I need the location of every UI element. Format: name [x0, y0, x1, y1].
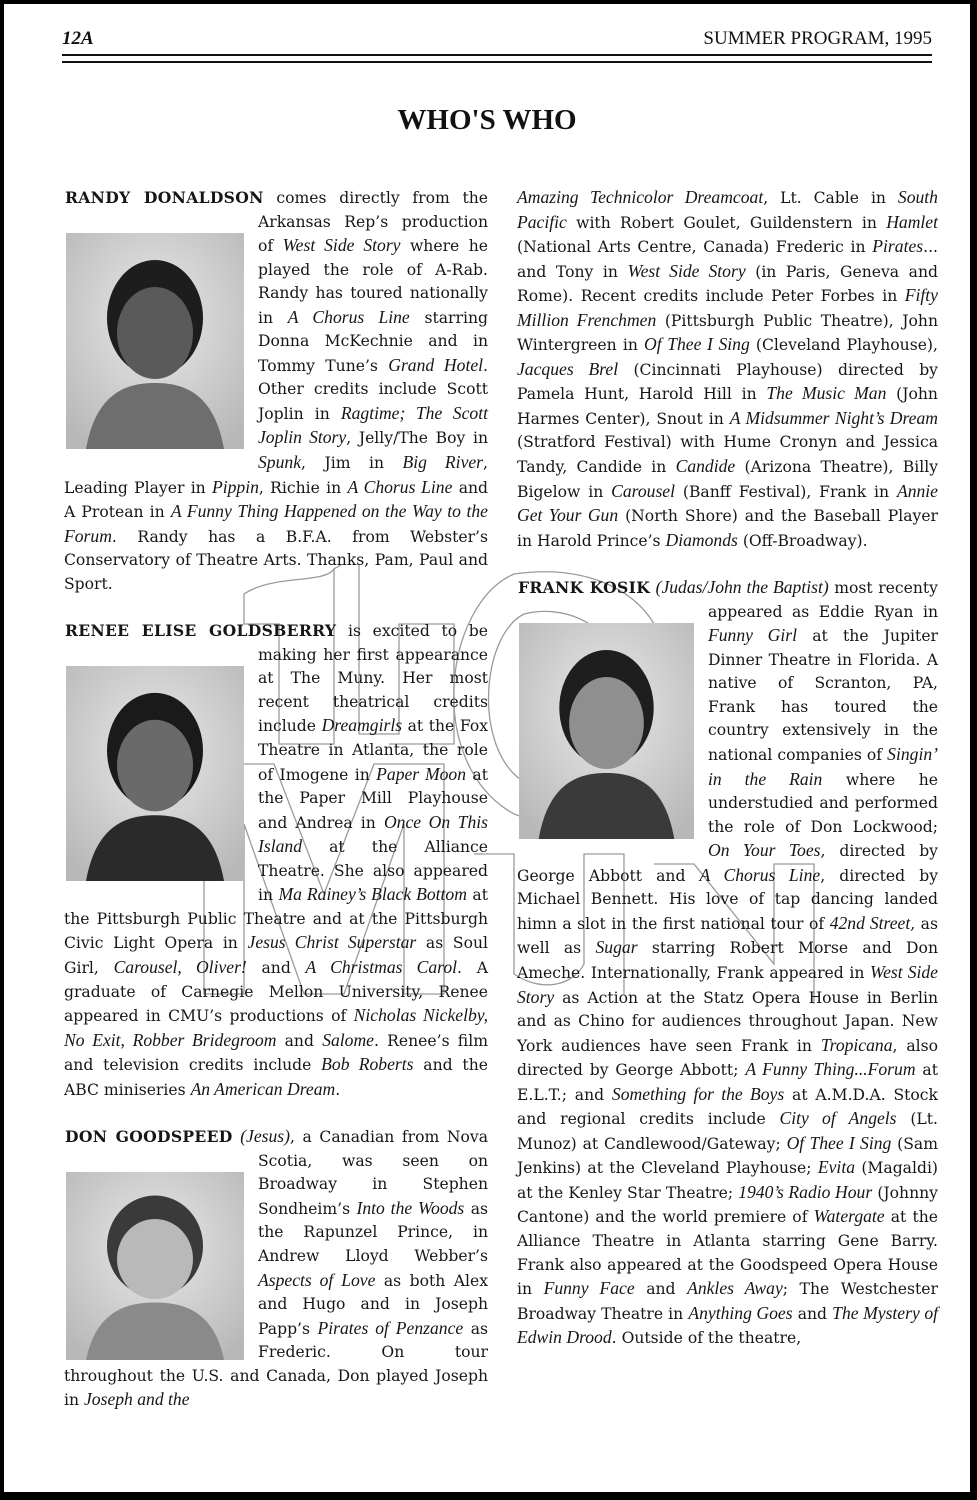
bio-text: as both Alex and Hugo and in Joseph Papp’s: [258, 1271, 488, 1338]
italic-title: Anything Goes: [688, 1302, 793, 1323]
italic-title: Carousel: [611, 480, 676, 501]
bio-text: as the Rapunzel Prince, in Andrew Lloyd Webber’s: [258, 1199, 488, 1265]
italic-title: (Jesus): [240, 1126, 291, 1147]
bio-text: , also directed by George Abbott;: [517, 1036, 938, 1080]
bio-renee-elise-goldsberry: [64, 619, 488, 1102]
italic-title: Annie Get Your Gun: [517, 480, 938, 526]
bio-text: and: [246, 958, 306, 977]
bio-text: starring Robert Morse and Don Ameche. Internationally, Frank appeared in: [517, 939, 938, 982]
italic-title: Evita: [817, 1157, 856, 1178]
bio-text: , Jelly/The Boy in: [346, 429, 488, 448]
bio-text: at the Jupiter Dinner Theatre in Florida. A native of Scranton, PA, Frank has toured the country extensively in the national companies of: [708, 627, 938, 765]
bio-text: . Renee’s film and television credits include: [64, 1031, 488, 1075]
bio-text: (Stratford Festival) with Hume Cronyn and Jessica Tandy, Candide in: [517, 433, 938, 477]
bio-text: . Outside of the theatre,: [611, 1329, 802, 1348]
italic-title: Fifty Million Frenchmen: [517, 285, 938, 330]
italic-title: Candide: [675, 456, 736, 477]
italic-title: Carousel, Oliver!: [113, 956, 247, 977]
bio-text: as Frederic. On tour throughout the U.S. and Canada, Don played Joseph in: [64, 1319, 489, 1410]
bio-text: at the Paper Mill Playhouse and Andrea in: [258, 765, 488, 832]
bio-text: (National Arts Centre, Canada) Frederic in: [517, 238, 873, 257]
left-column: [64, 186, 488, 1436]
bio-text: (Johnny Cantone) and the world premiere of: [517, 1183, 938, 1227]
bio-don-goodspeed: [64, 1125, 488, 1413]
header-rule-top: [62, 54, 932, 56]
program-page: [4, 4, 970, 1492]
bio-don-goodspeed-continued: [517, 186, 938, 553]
bio-text: . Randy has a B.F.A. from Webster’s Conservatory of Theatre Arts. Thanks, Pam, Paul and Sport.: [64, 527, 488, 593]
italic-title: Salome: [322, 1029, 374, 1050]
italic-title: Funny Face: [543, 1278, 635, 1299]
bio-text: , Jim in: [301, 454, 403, 473]
bio-text: . Other credits include Scott Joplin in: [258, 356, 488, 423]
headshot-don-goodspeed: [66, 1172, 244, 1360]
italic-title: A Midsummer Night’s Dream: [729, 407, 938, 428]
italic-title: Tropicana: [820, 1034, 893, 1055]
bio-text: (Arizona Theatre), Billy Bigelow in: [517, 458, 939, 501]
bio-text: (Magaldi) at the Kenley Star Theatre;: [517, 1159, 939, 1202]
italic-title: Something for the Boys: [611, 1083, 785, 1104]
italic-title: Ankles Away: [687, 1278, 783, 1299]
italic-title: An American Dream: [190, 1078, 336, 1099]
header-rule-bottom: [62, 61, 932, 63]
bio-text: as Soul Girl,: [64, 934, 488, 977]
bio-text: most recenty appeared as Eddie Ryan in: [708, 579, 938, 621]
italic-title: Jacques Brel: [517, 358, 619, 379]
italic-title: Big River: [402, 452, 484, 473]
italic-title: On Your Toes: [708, 840, 821, 861]
italic-title: A Chorus Line: [287, 306, 410, 327]
bio-text: comes directly from the Arkansas Rep’s production of: [258, 189, 488, 256]
bio-text: as Action at the Statz Opera House in Berlin and as Chino for audiences throughout Japan. New York audiences have seen Frank in: [517, 988, 938, 1055]
bio-text: and the ABC miniseries: [64, 1056, 488, 1099]
bio-text: where he played the role of A-Rab. Randy has toured nationally in: [258, 237, 488, 327]
italic-title: Ragtime; The Scott Joplin Story: [258, 402, 488, 448]
italic-title: Pirates of Penzance: [317, 1317, 464, 1338]
bio-text: , a Canadian from Nova Scotia, was seen on Broadway in Stephen Sondheim’s: [258, 1128, 488, 1218]
bio-text: , Leading Player in: [64, 454, 488, 497]
bio-text: at the Alliance Theatre in Atlanta starring Gene Barry. Frank also appeared at the Goodspeed Opera House in: [517, 1208, 938, 1299]
bio-name: FRANK KOSIK: [518, 578, 651, 598]
bio-text: with Robert Goulet, Guildenstern in: [566, 213, 887, 232]
bio-text: ; The Westchester Broadway Theatre in: [517, 1280, 938, 1323]
bio-text: . A graduate of Carnegie Mellon University, Renee appeared in CMU’s productions of: [64, 958, 488, 1026]
bio-text: , directed by George Abbott and: [517, 842, 938, 885]
italic-title: Dreamgirls: [321, 715, 403, 736]
italic-title: Aspects of Love: [258, 1269, 376, 1290]
bio-text: , as well as: [517, 914, 938, 958]
italic-title: Bob Roberts: [321, 1054, 414, 1075]
italic-title: (Judas/John the Baptist): [655, 577, 829, 598]
bio-randy-donaldson: [64, 186, 488, 596]
italic-title: Paper Moon: [376, 763, 467, 784]
bio-text: (North Shore) and the Baseball Player in Harold Prince’s: [517, 507, 939, 550]
italic-title: Pippin: [212, 476, 259, 497]
italic-title: Of Thee I Sing: [644, 334, 750, 355]
italic-title: The Music Man: [766, 383, 887, 404]
bio-text: (Off-Broadway).: [737, 531, 868, 550]
italic-title: Ma Rainey’s Black Bottom: [278, 884, 467, 905]
italic-title: Of Thee I Sing: [786, 1132, 892, 1153]
italic-title: Once On This Island: [258, 811, 488, 857]
italic-title: A Funny Thing...Forum: [745, 1059, 916, 1080]
bio-text: (John Harmes Center), Snout in: [517, 385, 938, 428]
italic-title: City of Angels: [779, 1108, 897, 1129]
bio-text: and: [276, 1031, 323, 1050]
italic-title: Spunk: [258, 452, 301, 473]
bio-text: (Lt. Munoz) at Candlewood/Gateway;: [517, 1110, 938, 1153]
italic-title: Amazing Technicolor Dreamcoat: [517, 187, 764, 207]
italic-title: A Chorus Line: [699, 864, 821, 885]
bio-text: and: [634, 1280, 688, 1299]
italic-title: Hamlet: [886, 211, 938, 232]
headshot-frank-kosik: [519, 623, 694, 839]
italic-title: Funny Girl: [708, 625, 797, 646]
bio-text: (in Paris, Geneva and Rome). Recent credits include Peter Forbes in: [517, 262, 938, 306]
italic-title: Diamonds: [665, 529, 738, 550]
bio-text: , Lt. Cable in: [763, 189, 898, 207]
headshot-randy-donaldson: [66, 233, 244, 449]
bio-text: and A Protean in: [64, 478, 489, 522]
bio-text: (Cleveland Playhouse),: [749, 336, 938, 355]
publication-title: SUMMER PROGRAM, 1995: [703, 28, 932, 49]
bio-text: .: [335, 1080, 341, 1099]
italic-title: Into the Woods: [356, 1197, 465, 1218]
bio-text: at the Fox Theatre in Atlanta, the role of Imogene in: [258, 717, 488, 784]
italic-title: Singin’ in the Rain: [708, 744, 938, 789]
italic-title: A Christmas Carol: [305, 956, 458, 977]
italic-title: Jesus Christ Superstar: [247, 932, 417, 953]
italic-title: Grand Hotel: [388, 354, 484, 375]
italic-title: Sugar: [595, 937, 638, 958]
bio-text: starring Donna McKechnie and in Tommy Tune’s: [258, 308, 488, 375]
bio-text: at the Pittsburgh Public Theatre and at the Pittsburgh Civic Light Opera in: [64, 886, 488, 953]
page-title: WHO'S WHO: [397, 104, 577, 136]
bio-name: RANDY DONALDSON: [65, 188, 264, 207]
bio-frank-kosik: [517, 576, 938, 1351]
bio-text: , Richie in: [258, 478, 348, 497]
bio-text: where he understudied and performed the role of Don Lockwood;: [708, 770, 938, 836]
italic-title: The Mystery of Edwin Drood: [517, 1302, 939, 1348]
right-column: [517, 186, 938, 1374]
italic-title: 42nd Street: [829, 912, 911, 933]
italic-title: West Side Story: [517, 961, 938, 1007]
bio-text: ... and Tony in: [517, 238, 938, 281]
italic-title: West Side Story: [282, 235, 401, 256]
italic-title: South Pacific: [517, 187, 938, 232]
bio-text: , directed by Michael Bennett. His love of tap dancing landed himn a slot in the first national tour of: [517, 866, 939, 933]
bio-name: DON GOODSPEED: [65, 1127, 233, 1147]
page-number: 12A: [62, 28, 94, 49]
bio-text: at A.M.D.A. Stock and regional credits include: [517, 1085, 938, 1129]
headshot-renee-elise-goldsberry: [66, 666, 244, 881]
italic-title: Nicholas Nickelby, No Exit, Robber Bridegroom: [64, 1005, 488, 1050]
bio-text: (Sam Jenkins) at the Cleveland Playhouse;: [517, 1134, 938, 1178]
bio-text: (Pittsburgh Public Theatre), John Wintergreen in: [517, 311, 938, 355]
italic-title: Joseph and the: [84, 1389, 190, 1410]
bio-text: (Banff Festival), Frank in: [675, 482, 897, 501]
italic-title: Watergate: [813, 1206, 885, 1227]
italic-title: A Funny Thing Happened on the Way to the Forum: [64, 501, 488, 546]
bio-text: and: [792, 1304, 833, 1323]
bio-text: at the Alliance Theatre. She also appeared in: [258, 838, 488, 905]
italic-title: Pirates: [872, 236, 924, 257]
bio-name: RENEE ELISE GOLDSBERRY: [65, 621, 337, 641]
bio-text: is excited to be making her first appearance at The Muny. Her most recent theatrical credits include: [258, 622, 489, 736]
bio-text: at E.L.T.; and: [517, 1061, 938, 1104]
bio-text: (Cincinnati Playhouse) directed by Pamela Hunt, Harold Hill in: [517, 360, 938, 404]
italic-title: 1940’s Radio Hour: [738, 1181, 873, 1202]
italic-title: West Side Story: [627, 260, 746, 281]
italic-title: A Chorus Line: [347, 476, 453, 497]
